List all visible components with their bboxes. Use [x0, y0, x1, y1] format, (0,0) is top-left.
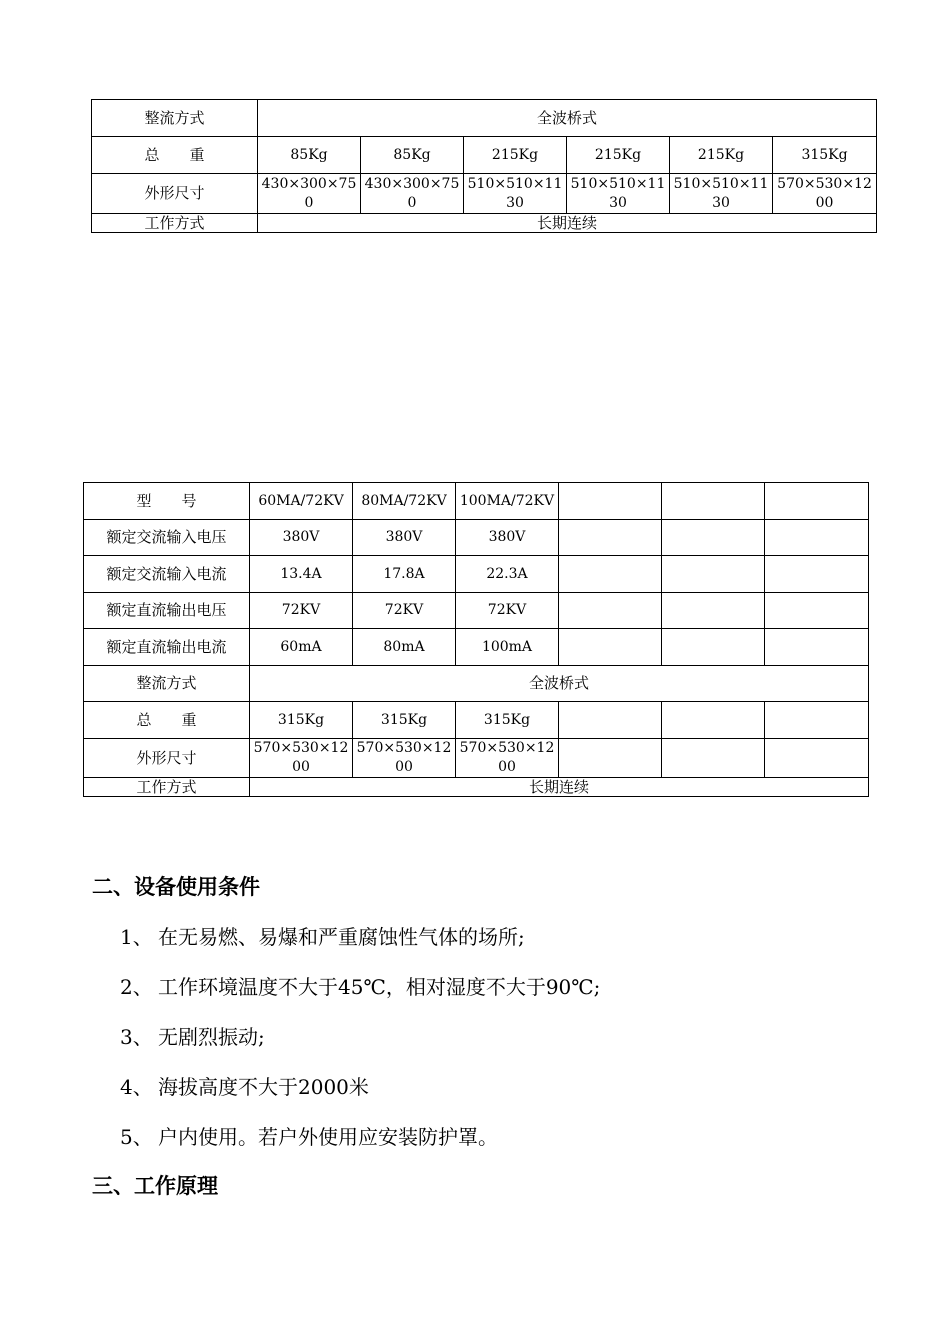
section-heading: 二、设备使用条件	[92, 875, 260, 899]
table-cell: 510×510×1130	[670, 174, 773, 214]
list-item	[120, 971, 600, 1000]
list-item	[120, 1121, 498, 1150]
item-number: 5、	[120, 1125, 153, 1149]
table-row	[84, 778, 869, 797]
table-row	[84, 629, 869, 666]
table-cell: 72KV	[353, 593, 456, 629]
row-label: 外形尺寸	[84, 739, 250, 778]
row-label: 型 号	[84, 483, 250, 520]
table-cell	[559, 556, 662, 593]
item-text: 无剧烈振动;	[158, 1025, 265, 1049]
table-cell: 215Kg	[464, 137, 567, 174]
table-cell	[662, 520, 765, 556]
row-label: 额定交流输入电流	[84, 556, 250, 593]
table-cell: 570×530×1200	[250, 739, 353, 778]
table-row	[84, 702, 869, 739]
table-cell: 380V	[353, 520, 456, 556]
table-cell: 17.8A	[353, 556, 456, 593]
table-cell	[559, 593, 662, 629]
list-item	[120, 1021, 265, 1050]
table-cell	[765, 520, 869, 556]
table-row	[84, 556, 869, 593]
item-number: 1、	[120, 925, 153, 949]
table-cell: 380V	[456, 520, 559, 556]
row-label: 额定直流输出电流	[84, 629, 250, 666]
row-label: 工作方式	[92, 214, 258, 233]
spec-table-1	[91, 99, 877, 233]
table-row	[84, 483, 869, 520]
table-cell: 315Kg	[773, 137, 877, 174]
table-cell: 570×530×1200	[773, 174, 877, 214]
table-cell: 100MA/72KV	[456, 483, 559, 520]
table-cell: 215Kg	[670, 137, 773, 174]
table-cell	[559, 483, 662, 520]
table-cell: 22.3A	[456, 556, 559, 593]
table-cell: 85Kg	[258, 137, 361, 174]
table-row	[92, 100, 877, 137]
table-row	[84, 593, 869, 629]
table-cell	[559, 520, 662, 556]
table-cell	[662, 702, 765, 739]
table-cell: 80MA/72KV	[353, 483, 456, 520]
table-cell: 215Kg	[567, 137, 670, 174]
table-cell	[765, 702, 869, 739]
item-number: 2、	[120, 975, 153, 999]
table-cell: 570×530×1200	[353, 739, 456, 778]
merged-cell: 长期连续	[258, 214, 877, 233]
table-cell: 60MA/72KV	[250, 483, 353, 520]
table-cell	[765, 739, 869, 778]
table-cell: 100mA	[456, 629, 559, 666]
table-row	[92, 137, 877, 174]
item-number: 4、	[120, 1075, 153, 1099]
table-cell	[559, 702, 662, 739]
spec-table-2	[83, 482, 869, 797]
table-cell	[662, 483, 765, 520]
table-cell: 510×510×1130	[464, 174, 567, 214]
merged-cell: 全波桥式	[250, 666, 869, 702]
item-text: 户内使用。若户外使用应安装防护罩。	[158, 1125, 498, 1149]
table-row	[92, 174, 877, 214]
table-cell	[559, 629, 662, 666]
row-label: 工作方式	[84, 778, 250, 797]
table-cell	[765, 483, 869, 520]
table-cell: 80mA	[353, 629, 456, 666]
table-cell	[765, 593, 869, 629]
table-row	[92, 214, 877, 233]
item-text: 工作环境温度不大于45℃，相对湿度不大于90℃;	[158, 975, 601, 999]
table-cell	[662, 629, 765, 666]
table-cell: 13.4A	[250, 556, 353, 593]
table-cell: 85Kg	[361, 137, 464, 174]
row-label: 额定直流输出电压	[84, 593, 250, 629]
table-cell: 315Kg	[250, 702, 353, 739]
table-cell: 510×510×1130	[567, 174, 670, 214]
table-cell: 72KV	[250, 593, 353, 629]
table-row	[84, 739, 869, 778]
row-label: 外形尺寸	[92, 174, 258, 214]
list-item	[120, 1071, 369, 1100]
table-cell: 315Kg	[353, 702, 456, 739]
table-cell: 60mA	[250, 629, 353, 666]
table-cell	[765, 629, 869, 666]
section-heading: 三、工作原理	[92, 1174, 218, 1198]
table-cell: 430×300×750	[361, 174, 464, 214]
table-cell: 380V	[250, 520, 353, 556]
item-text: 海拔高度不大于2000米	[158, 1075, 369, 1099]
table-cell: 315Kg	[456, 702, 559, 739]
table-cell: 430×300×750	[258, 174, 361, 214]
table-row	[84, 666, 869, 702]
table-cell	[662, 556, 765, 593]
table-cell	[662, 739, 765, 778]
item-number: 3、	[120, 1025, 153, 1049]
list-item	[120, 921, 525, 950]
row-label: 总 重	[92, 137, 258, 174]
table-cell: 570×530×1200	[456, 739, 559, 778]
row-label: 额定交流输入电压	[84, 520, 250, 556]
merged-cell: 全波桥式	[258, 100, 877, 137]
item-text: 在无易燃、易爆和严重腐蚀性气体的场所;	[158, 925, 525, 949]
table-cell: 72KV	[456, 593, 559, 629]
table-row	[84, 520, 869, 556]
row-label: 总 重	[84, 702, 250, 739]
table-cell	[765, 556, 869, 593]
row-label: 整流方式	[92, 100, 258, 137]
merged-cell: 长期连续	[250, 778, 869, 797]
table-cell	[559, 739, 662, 778]
row-label: 整流方式	[84, 666, 250, 702]
table-cell	[662, 593, 765, 629]
